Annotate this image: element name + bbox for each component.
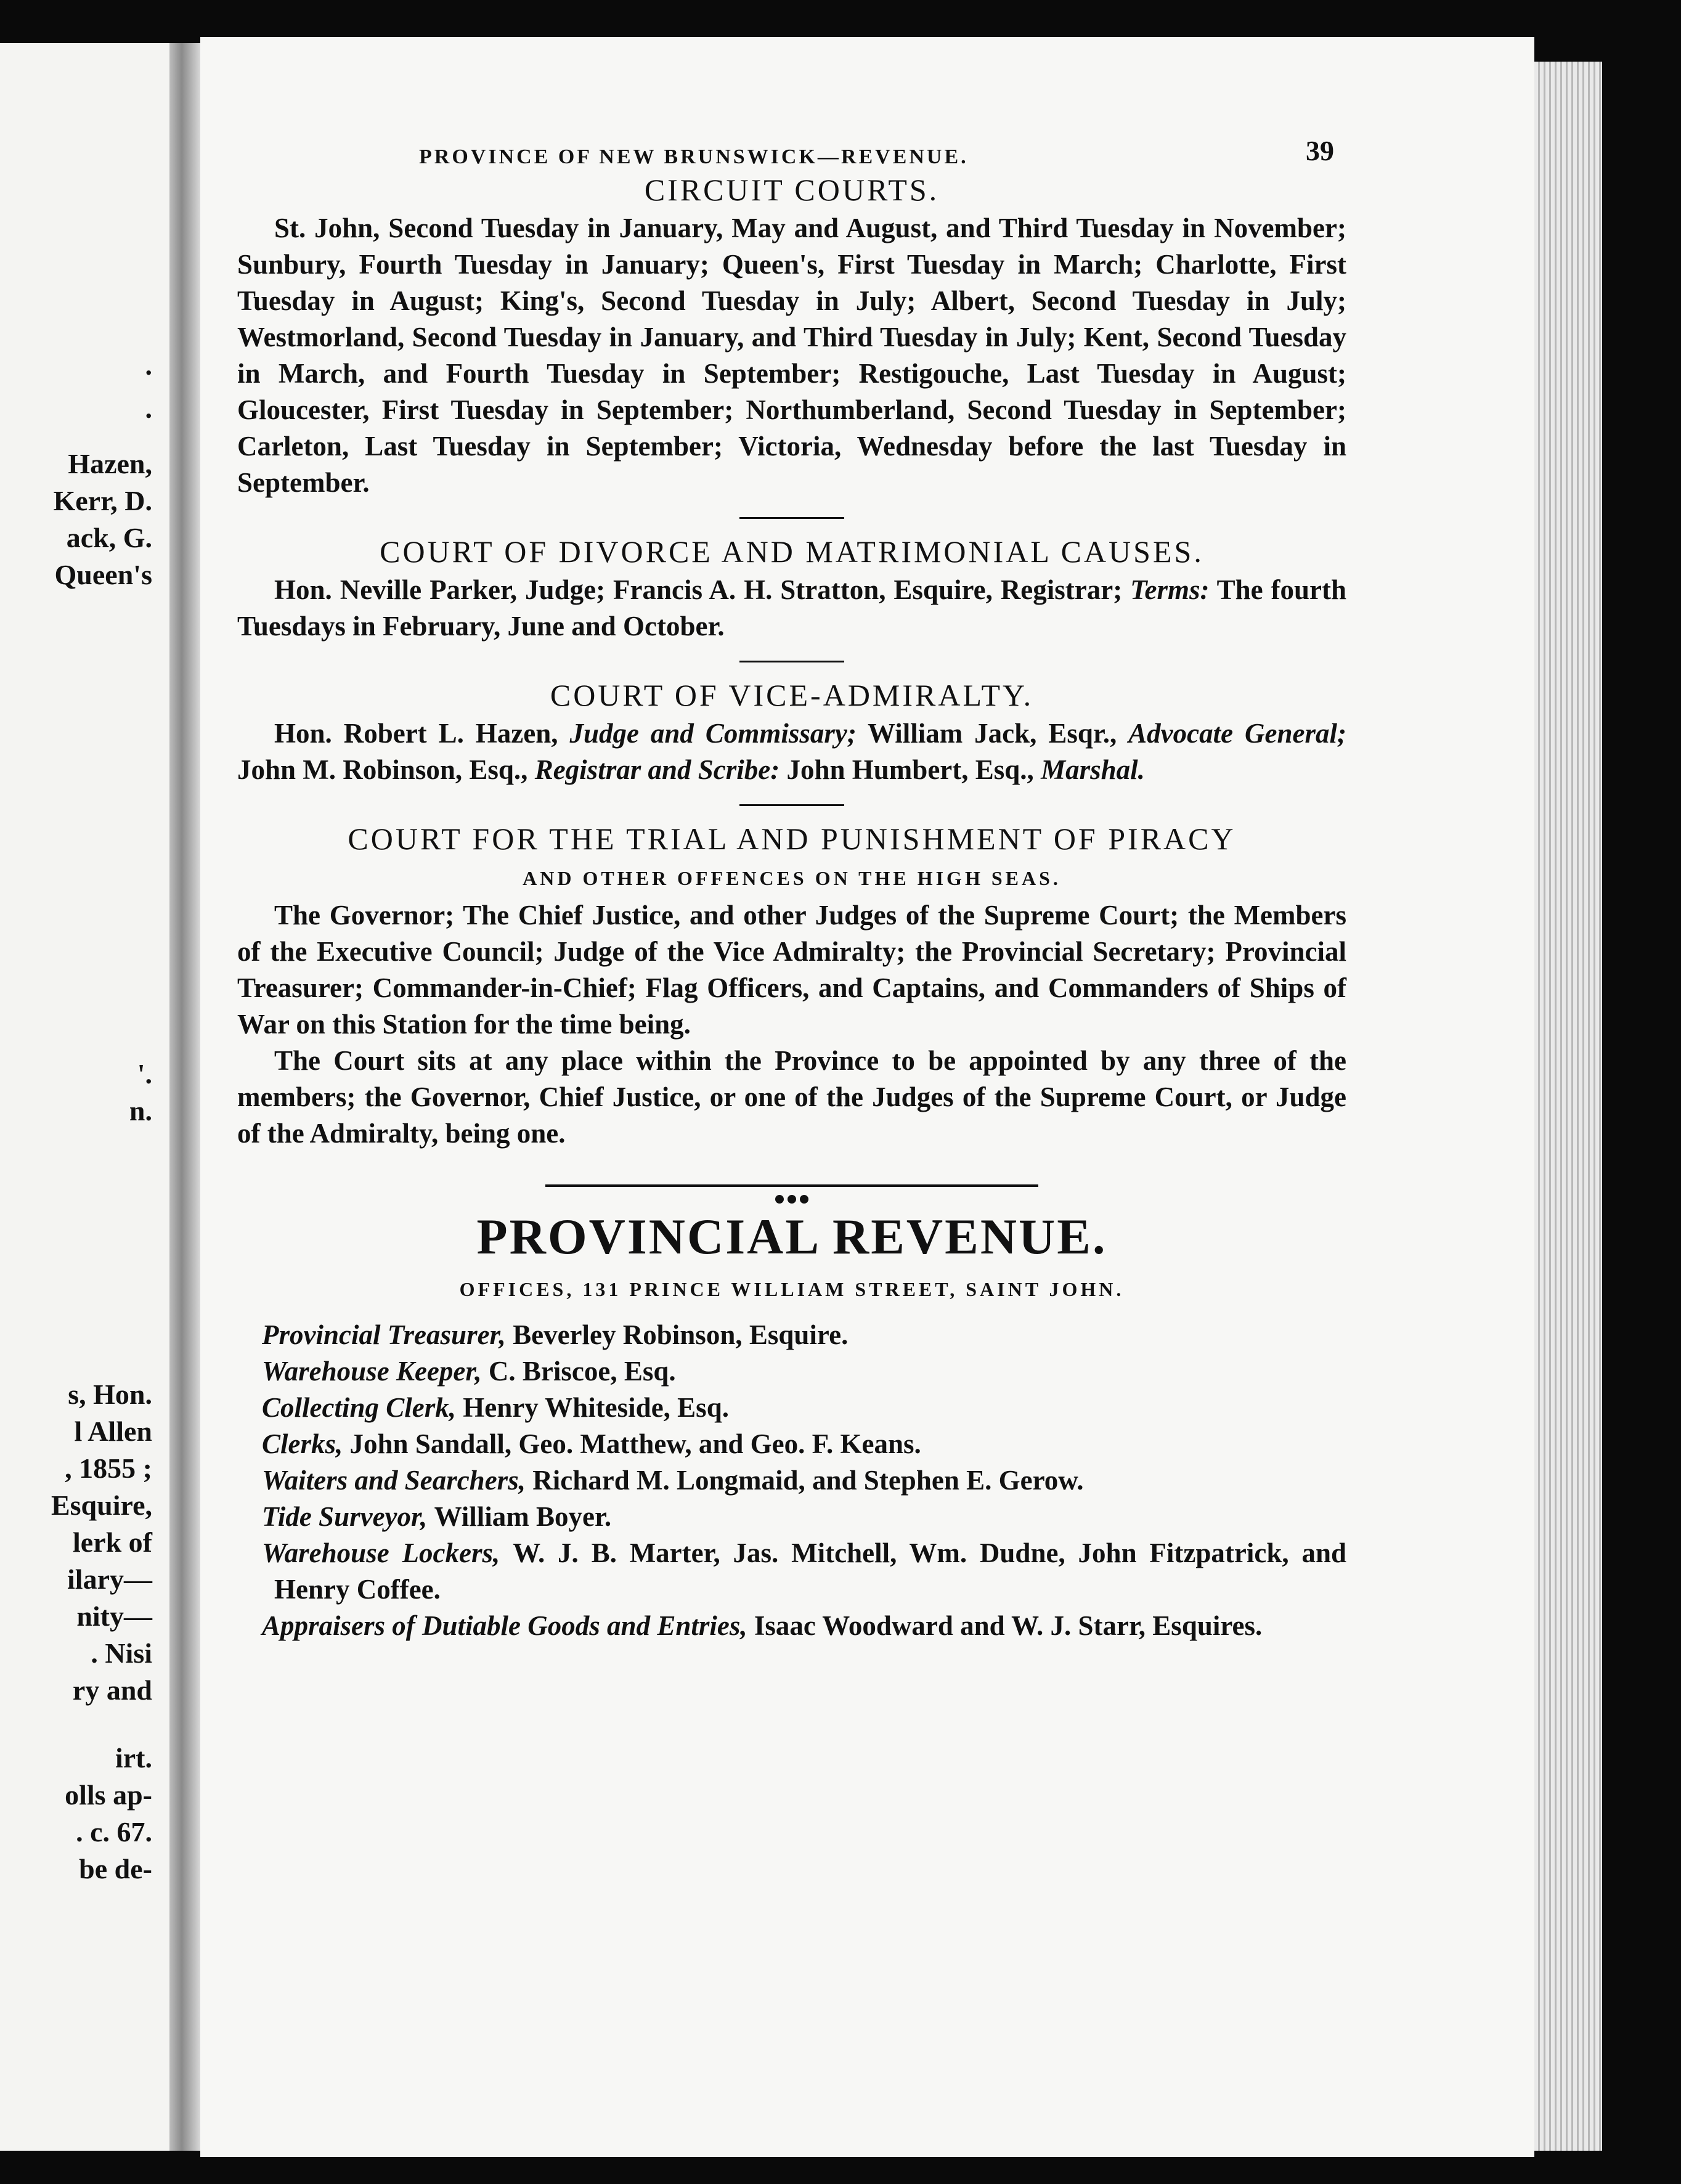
section-divider [739, 517, 844, 519]
vice-admiralty-judge: Hon. Robert L. Hazen, [274, 718, 558, 749]
revenue-entry-text: C. Briscoe, Esq. [488, 1356, 676, 1387]
book-page [200, 37, 1534, 2157]
divorce-court-officers: Hon. Neville Parker, Judge; Francis A. H. Stratton, Esquire, Registrar; [274, 574, 1123, 605]
vice-admiralty-registrar-title: Registrar and Scribe: [534, 754, 780, 785]
provincial-revenue-heading: PROVINCIAL REVENUE. [476, 1208, 1107, 1265]
ornamental-rule [545, 1176, 1038, 1195]
vice-admiralty-registrar: John M. Robinson, Esq., [237, 754, 528, 785]
revenue-entry-text: John Sandall, Geo. Matthew, and Geo. F. Keans. [349, 1428, 921, 1459]
left-page-fragment: . [145, 349, 152, 381]
revenue-entry-label: Tide Surveyor, [262, 1501, 434, 1532]
terms-label: Terms: [1130, 574, 1210, 605]
terms-text: The fourth Tuesdays in February, June and October. [237, 574, 1346, 642]
revenue-entry-label: Waiters and Searchers, [262, 1465, 533, 1496]
vice-admiralty-text [237, 715, 1346, 788]
piracy-court-para-1: The Governor; The Chief Justice, and other Judges of the Supreme Court; the Members of the Executive Council; Judge of the Vice Admiralty; the Provincial Secretary; Provincial Treasurer; Commander-in-Chief; Flag Officers, and Captains, and Commanders of Ships of War on this Station for the time being. [237, 900, 1346, 1040]
left-page-fragment: ilary— [67, 1563, 152, 1595]
left-page-fragment: , 1855 ; [65, 1453, 152, 1484]
vice-admiralty-heading: COURT OF VICE-ADMIRALTY. [550, 678, 1034, 712]
running-head [237, 132, 1346, 169]
revenue-officers-list [237, 1317, 1346, 1644]
left-page-fragment: irt. [115, 1742, 152, 1774]
piracy-court-heading: COURT FOR THE TRIAL AND PUNISHMENT OF PIRACY [348, 821, 1236, 856]
revenue-entry [237, 1317, 1346, 1353]
left-page-fragment: . c. 67. [76, 1816, 152, 1848]
revenue-entry-text: W. J. B. Marter, Jas. Mitchell, Wm. Dudne, John Fitzpatrick, and Henry Coffee. [274, 1538, 1346, 1605]
revenue-entry-text: Richard M. Longmaid, and Stephen E. Gerow. [532, 1465, 1084, 1496]
circuit-courts-text: St. John, Second Tuesday in January, May and August, and Third Tuesday in November; Sunbury, Fourth Tuesday in January; Queen's, First Tuesday in March; Charlotte, First Tuesday in August; King's, Second Tuesday in July; Albert, Second Tuesday in July; Westmorland, Second Tuesday in January, and Third Tuesday in July; Kent, Second Tuesday in March, and Fourth Tuesday in September; Restigouche, Last Tuesday in August; Gloucester, First Tuesday in September; Northumberland, Second Tuesday in September; Carleton, Last Tuesday in September; Victoria, Wednesday before the last Tuesday in September. [237, 213, 1346, 498]
revenue-entry-text: Beverley Robinson, Esquire. [513, 1319, 849, 1350]
revenue-entry-text: Henry Whiteside, Esq. [463, 1392, 729, 1423]
revenue-entry-label: Warehouse Lockers, [262, 1538, 513, 1568]
left-page-fragment: ry and [72, 1674, 152, 1706]
revenue-entry [237, 1390, 1346, 1426]
left-page-fragment: Queen's [54, 559, 152, 590]
page-edge [1534, 62, 1602, 2151]
left-page-fragment: lerk of [72, 1526, 152, 1558]
revenue-entry [237, 1426, 1346, 1462]
vice-admiralty-marshal: John Humbert, Esq., [786, 754, 1034, 785]
left-page-fragment: . [145, 393, 152, 424]
section-divider [739, 804, 844, 806]
book-gutter [169, 43, 200, 2151]
left-page-fragment: Hazen, [68, 448, 152, 479]
page-number: 39 [1306, 135, 1334, 166]
divorce-court-heading: COURT OF DIVORCE AND MATRIMONIAL CAUSES. [380, 534, 1204, 569]
left-page-fragment: l Allen [74, 1416, 152, 1447]
vice-admiralty-marshal-title: Marshal. [1041, 754, 1145, 785]
left-facing-page [0, 43, 169, 2151]
page-content [237, 132, 1346, 1644]
left-page-fragment: ack, G. [66, 522, 152, 553]
revenue-entry-text: William Boyer. [434, 1501, 612, 1532]
divorce-court-text [237, 572, 1346, 645]
revenue-entry-text: Isaac Woodward and W. J. Starr, Esquires. [754, 1610, 1263, 1641]
left-page-fragment: nity— [76, 1600, 152, 1632]
ornament-dots [773, 1178, 810, 1193]
piracy-court-para-2: The Court sits at any place within the Province to be appointed by any three of the members; the Governor, Chief Justice, or one of the Judges of the Supreme Court, or Judge of the Admiralty, being one. [237, 1045, 1346, 1149]
left-page-fragment: n. [129, 1095, 152, 1127]
revenue-entry-label: Collecting Clerk, [262, 1392, 463, 1423]
piracy-court-subheading: AND OTHER OFFENCES ON THE HIGH SEAS. [523, 867, 1061, 889]
section-divider [739, 661, 844, 662]
revenue-entry-label: Warehouse Keeper, [262, 1356, 489, 1387]
revenue-entry-label: Clerks, [262, 1428, 350, 1459]
left-page-fragment: Kerr, D. [53, 485, 152, 516]
revenue-entry [237, 1499, 1346, 1535]
revenue-entry [237, 1608, 1346, 1644]
circuit-courts-heading: CIRCUIT COURTS. [644, 173, 940, 207]
left-page-fragment: . Nisi [91, 1637, 152, 1669]
vice-admiralty-advocate-title: Advocate General; [1128, 718, 1346, 749]
spacer [237, 1308, 1346, 1317]
running-head-title: PROVINCE OF NEW BRUNSWICK—REVENUE. [419, 145, 969, 168]
revenue-entry [237, 1462, 1346, 1499]
left-page-fragment: olls ap- [65, 1779, 152, 1811]
revenue-offices-line: OFFICES, 131 PRINCE WILLIAM STREET, SAINT JOHN. [459, 1278, 1125, 1300]
vice-admiralty-judge-title: Judge and Commissary; [569, 718, 857, 749]
vice-admiralty-advocate: William Jack, Esqr., [868, 718, 1117, 749]
left-page-fragment: '. [137, 1058, 152, 1090]
left-page-fragment: Esquire, [51, 1489, 152, 1521]
left-page-fragment: s, Hon. [68, 1379, 152, 1410]
revenue-entry-label: Appraisers of Dutiable Goods and Entries, [262, 1610, 754, 1641]
left-page-fragment: be de- [79, 1853, 152, 1885]
revenue-entry [237, 1353, 1346, 1390]
revenue-entry [237, 1535, 1346, 1608]
revenue-entry-label: Provincial Treasurer, [262, 1319, 513, 1350]
